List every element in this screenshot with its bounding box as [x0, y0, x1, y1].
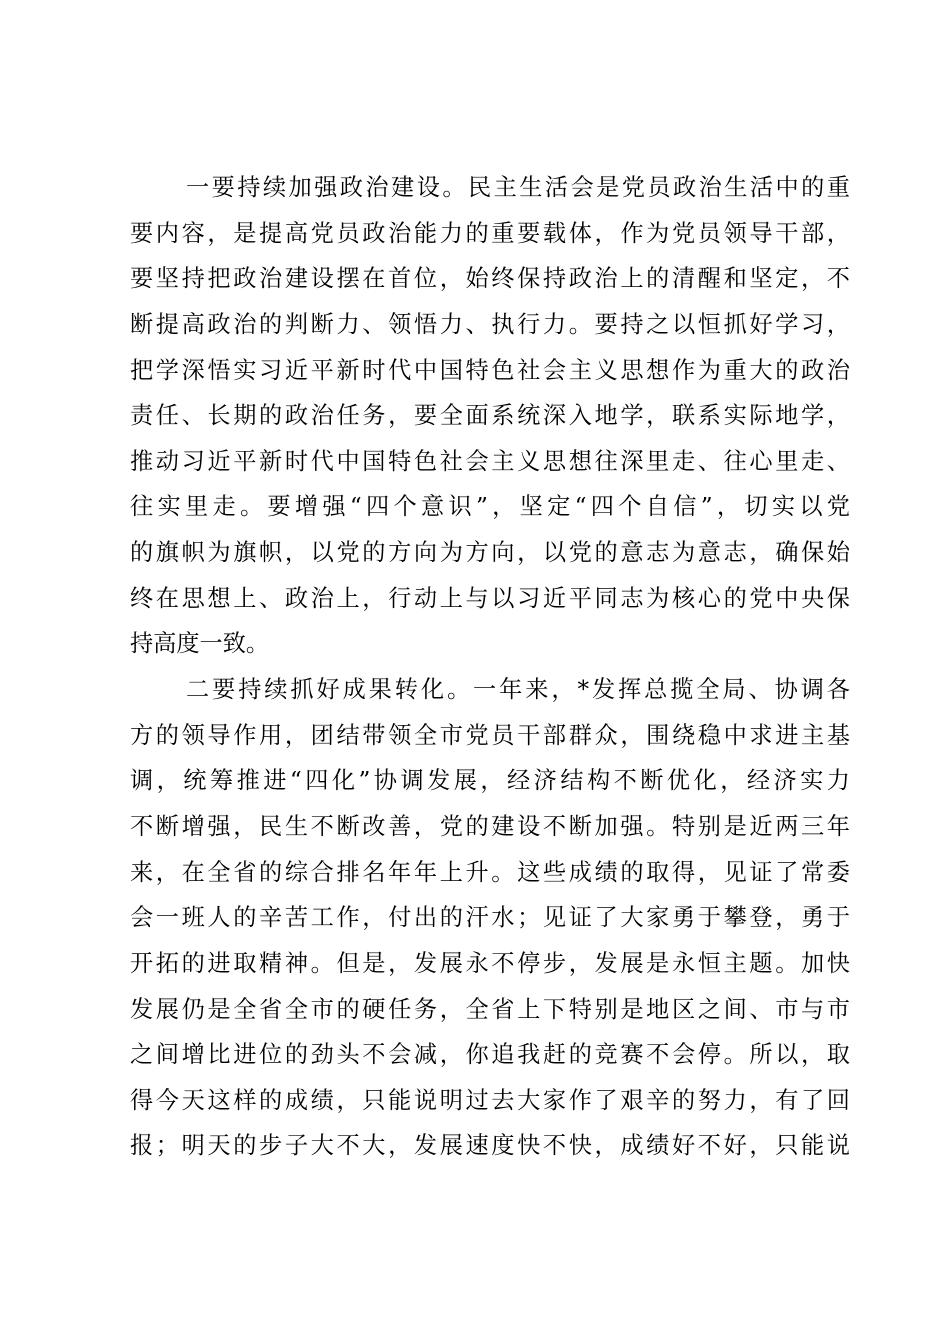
text-line: 二要持续抓好成果转化。一年来，*发挥总揽全局、协调各: [186, 676, 850, 704]
text-line: 之间增比进位的劲头不会减，你追我赶的竞赛不会停。所以，取: [130, 1041, 850, 1069]
paragraph-political-building: [130, 165, 850, 667]
text-line: 要坚持把政治建设摆在首位，始终保持政治上的清醒和坚定，不: [130, 265, 850, 293]
text-line: 方的领导作用，团结带领全市党员干部群众，围绕稳中求进主基: [130, 721, 850, 749]
text-line: 发展仍是全省全市的硬任务，全省上下特别是地区之间、市与市: [130, 995, 850, 1023]
text-line: 一要持续加强政治建设。民主生活会是党员政治生活中的重: [186, 174, 850, 201]
text-line: 得今天这样的成绩，只能说明过去大家作了艰辛的努力，有了回: [130, 1086, 850, 1114]
text-line: 终在思想上、政治上，行动上与以习近平同志为核心的党中央保: [130, 584, 850, 612]
text-line: 责任、长期的政治任务，要全面系统深入地学，联系实际地学，: [130, 402, 850, 430]
paragraph-results-transformation: [130, 667, 850, 1169]
text-line: 报；明天的步子大不大，发展速度快不快，成绩好不好，只能说: [130, 1132, 850, 1160]
text-line: 要内容，是提高党员政治能力的重要载体，作为党员领导干部，: [130, 219, 850, 247]
text-line: 开拓的进取精神。但是，发展永不停步，发展是永恒主题。加快: [130, 949, 850, 977]
text-line: 会一班人的辛苦工作，付出的汗水；见证了大家勇于攀登，勇于: [130, 904, 850, 932]
document-body: [130, 165, 850, 1169]
text-line: 不断增强，民生不断改善，党的建设不断加强。特别是近两三年: [130, 812, 850, 840]
text-line: 持高度一致。: [130, 630, 270, 658]
text-line: 来，在全省的综合排名年年上升。这些成绩的取得，见证了常委: [130, 858, 850, 886]
text-line: 断提高政治的判断力、领悟力、执行力。要持之以恒抓好学习，: [130, 310, 850, 338]
text-line: 调，统筹推进“四化”协调发展，经济结构不断优化，经济实力: [130, 767, 850, 795]
text-line: 推动习近平新时代中国特色社会主义思想往深里走、往心里走、: [130, 447, 850, 475]
text-line: 把学深悟实习近平新时代中国特色社会主义思想作为重大的政治: [130, 356, 850, 384]
text-line: 的旗帜为旗帜，以党的方向为方向，以党的意志为意志，确保始: [130, 539, 850, 567]
text-line: 往实里走。要增强“四个意识”，坚定“四个自信”，切实以党: [130, 493, 850, 521]
